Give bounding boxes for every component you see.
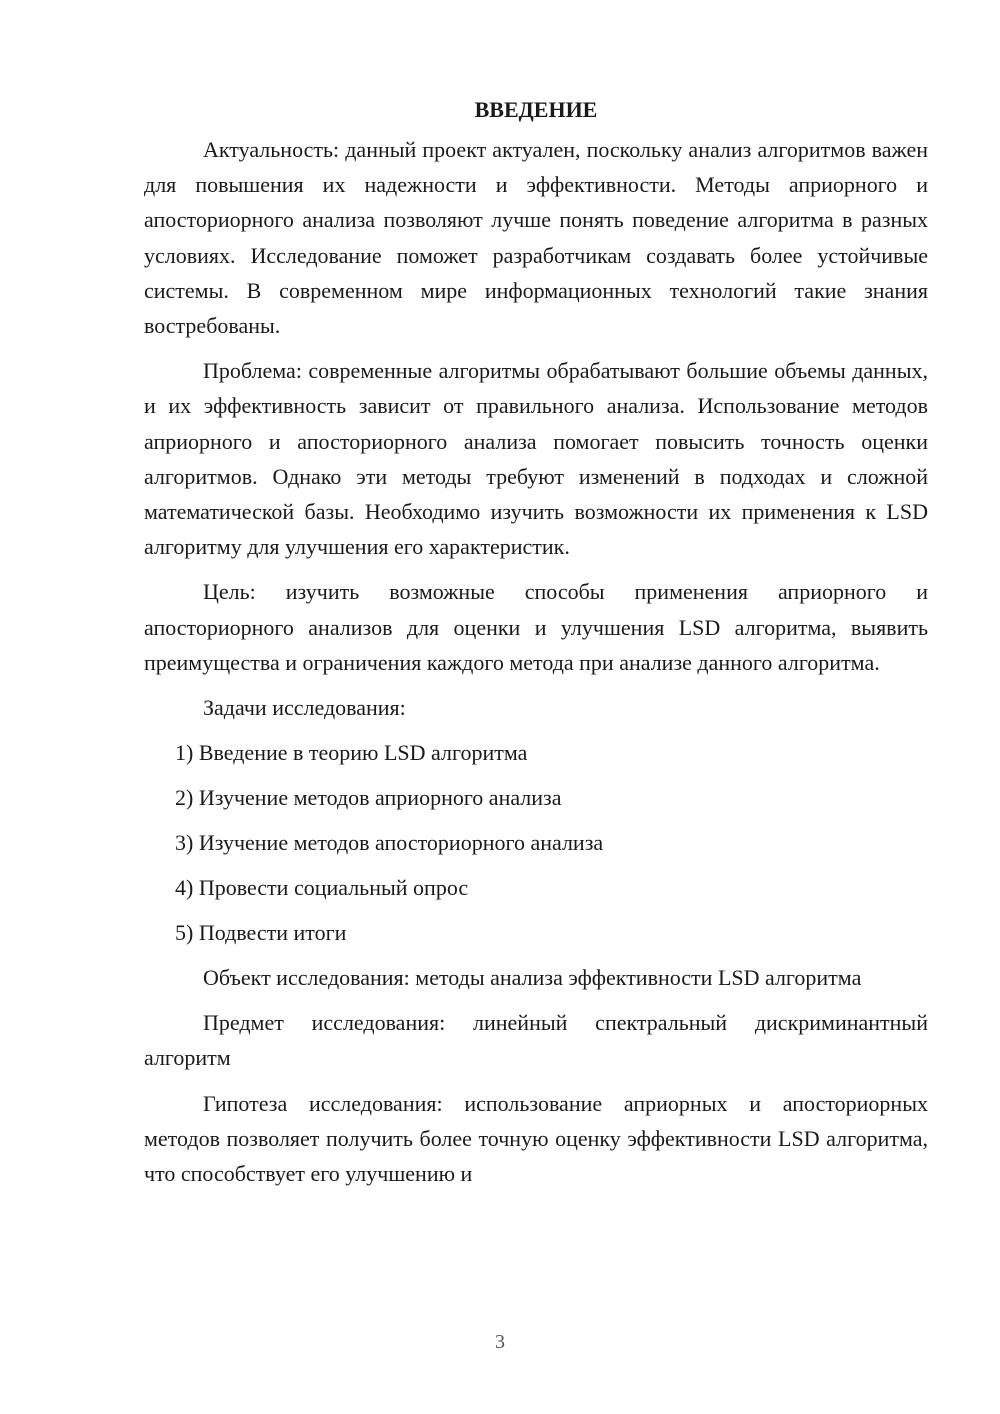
relevance-paragraph: Актуальность: данный проект актуален, поскольку анализ алгоритмов важен для повышения их надежности и эффективности. Методы априорного и апосториорного анализа позволяют лучше понять поведение алгоритма в разных условиях. Исследование поможет разработчикам создавать более устойчивые системы. В современном мире информационных технологий такие знания востребованы. <box>144 137 928 339</box>
hypothesis-paragraph: Гипотеза исследования: использование априорных и апосториорных методов позволяет получить более точную оценку эффективности LSD алгоритма, что способствует его улучшению и <box>144 1090 928 1187</box>
task-item: 3) Изучение методов апосториорного анализа <box>175 830 604 856</box>
page-number: 3 <box>495 1331 505 1353</box>
section-heading: ВВЕДЕНИЕ <box>474 97 598 122</box>
document-page <box>144 92 928 1191</box>
task-item: 4) Провести социальный опрос <box>175 875 469 901</box>
task-item: 5) Подвести итоги <box>175 920 347 946</box>
goal-paragraph: Цель: изучить возможные способы применения априорного и апосториорного анализов для оценки и улучшения LSD алгоритма, выявить преимущества и ограничения каждого метода при анализе данного алгоритма. <box>144 579 928 675</box>
task-item: 1) Введение в теорию LSD алгоритма <box>175 740 528 766</box>
problem-paragraph: Проблема: современные алгоритмы обрабатывают большие объемы данных, и их эффективность зависит от правильного анализа. Использование методов априорного и апосториорного анализа помогает повысить точность оценки алгоритмов. Однако эти методы требуют изменений в подходах и сложной математической базы. Необходимо изучить возможности их применения к LSD алгоритму для улучшения его характеристик. <box>144 358 928 560</box>
object-paragraph: Объект исследования: методы анализа эффективности LSD алгоритма <box>203 965 862 991</box>
tasks-title: Задачи исследования: <box>203 695 406 721</box>
subject-paragraph: Предмет исследования: линейный спектральный дискриминантный алгоритм <box>144 1010 928 1071</box>
task-item: 2) Изучение методов априорного анализа <box>175 785 562 811</box>
tasks-list <box>144 725 928 950</box>
